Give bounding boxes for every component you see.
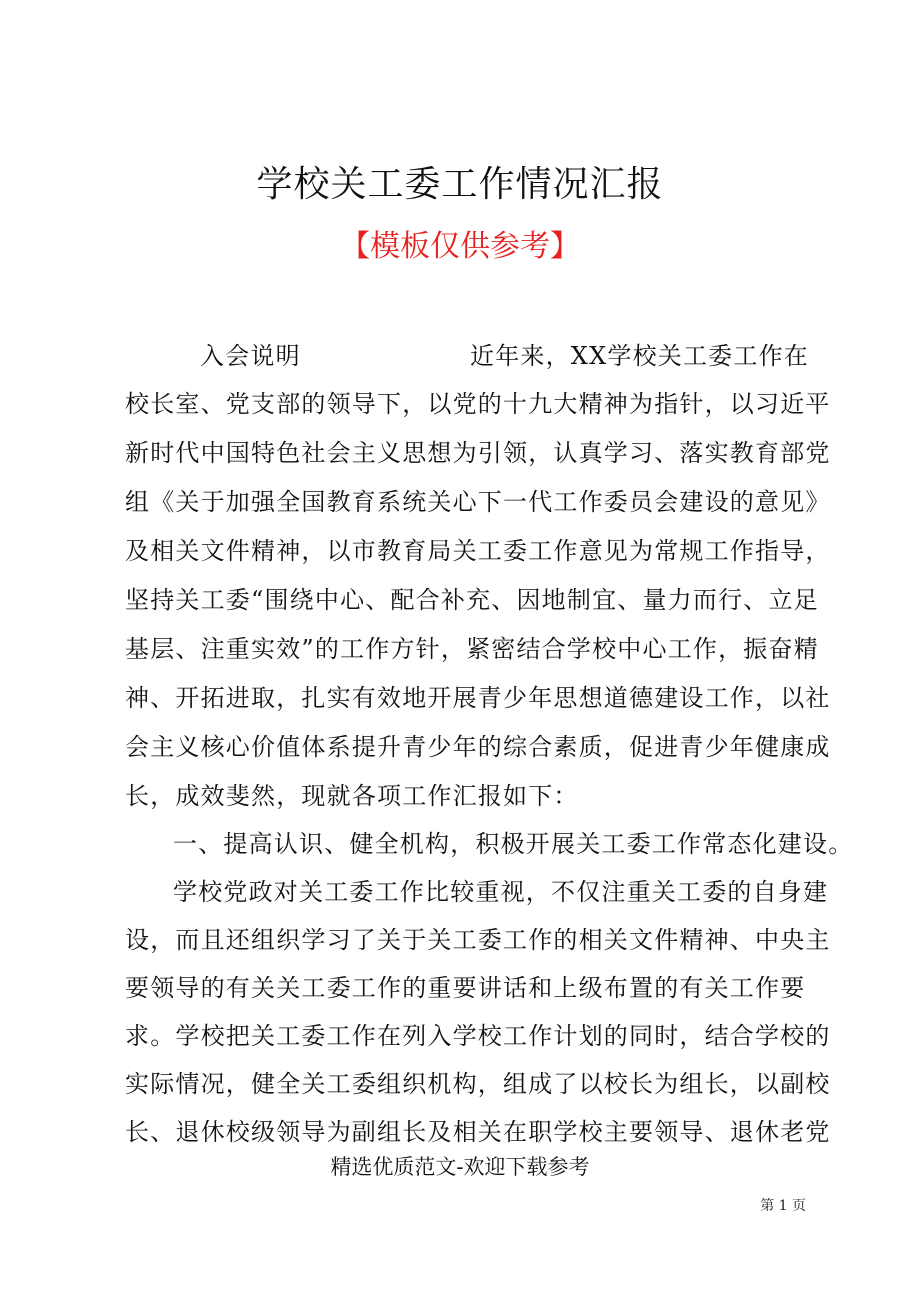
- body-line: 求。学校把关工委工作在列入学校工作计划的同时，结合学校的: [125, 1022, 831, 1050]
- body-line: 长、退休校级领导为副组长及相关在职学校主要领导、退休老党: [125, 1118, 831, 1146]
- body-line: 组《关于加强全国教育系统关心下一代工作委员会建设的意见》: [125, 488, 831, 516]
- body-line: 设，而且还组织学习了关于关工委工作的相关文件精神、中央主: [125, 926, 831, 954]
- body-line: 基层、注重实效”的工作方针，紧密结合学校中心工作，振奋精: [125, 635, 819, 663]
- body-line: 会主义核心价值体系提升青少年的综合素质，促进青少年健康成: [125, 733, 831, 761]
- body-line: 坚持关工委“围绕中心、配合补充、因地制宜、量力而行、立足: [125, 586, 819, 614]
- page-number: 第 1 页: [760, 1198, 806, 1214]
- intro-text: 近年来，XX学校关工委工作在: [470, 342, 809, 370]
- intro-label: 入会说明: [200, 342, 301, 370]
- section-heading: 一、提高认识、健全机构，积极开展关工委工作常态化建设。: [173, 830, 854, 858]
- body-line: 要领导的有关关工委工作的重要讲话和上级布置的有关工作要: [125, 974, 806, 1002]
- template-notice: 【模板仅供参考】: [340, 229, 580, 264]
- body-line: 神、开拓进取，扎实有效地开展青少年思想道德建设工作，以社: [125, 684, 831, 712]
- body-line: 学校党政对关工委工作比较重视，不仅注重关工委的自身建: [173, 878, 829, 906]
- body-line: 校长室、党支部的领导下，以党的十九大精神为指针，以习近平: [125, 390, 831, 418]
- body-line: 长，成效斐然，现就各项工作汇报如下：: [125, 782, 579, 810]
- footer-note: 精选优质范文-欢迎下载参考: [330, 1155, 590, 1179]
- body-line: 实际情况，健全关工委组织机构，组成了以校长为组长，以副校: [125, 1070, 831, 1098]
- body-line: 及相关文件精神，以市教育局关工委工作意见为常规工作指导，: [125, 537, 831, 565]
- body-line: 新时代中国特色社会主义思想为引领，认真学习、落实教育部党: [125, 439, 831, 467]
- document-title: 学校关工委工作情况汇报: [256, 164, 664, 205]
